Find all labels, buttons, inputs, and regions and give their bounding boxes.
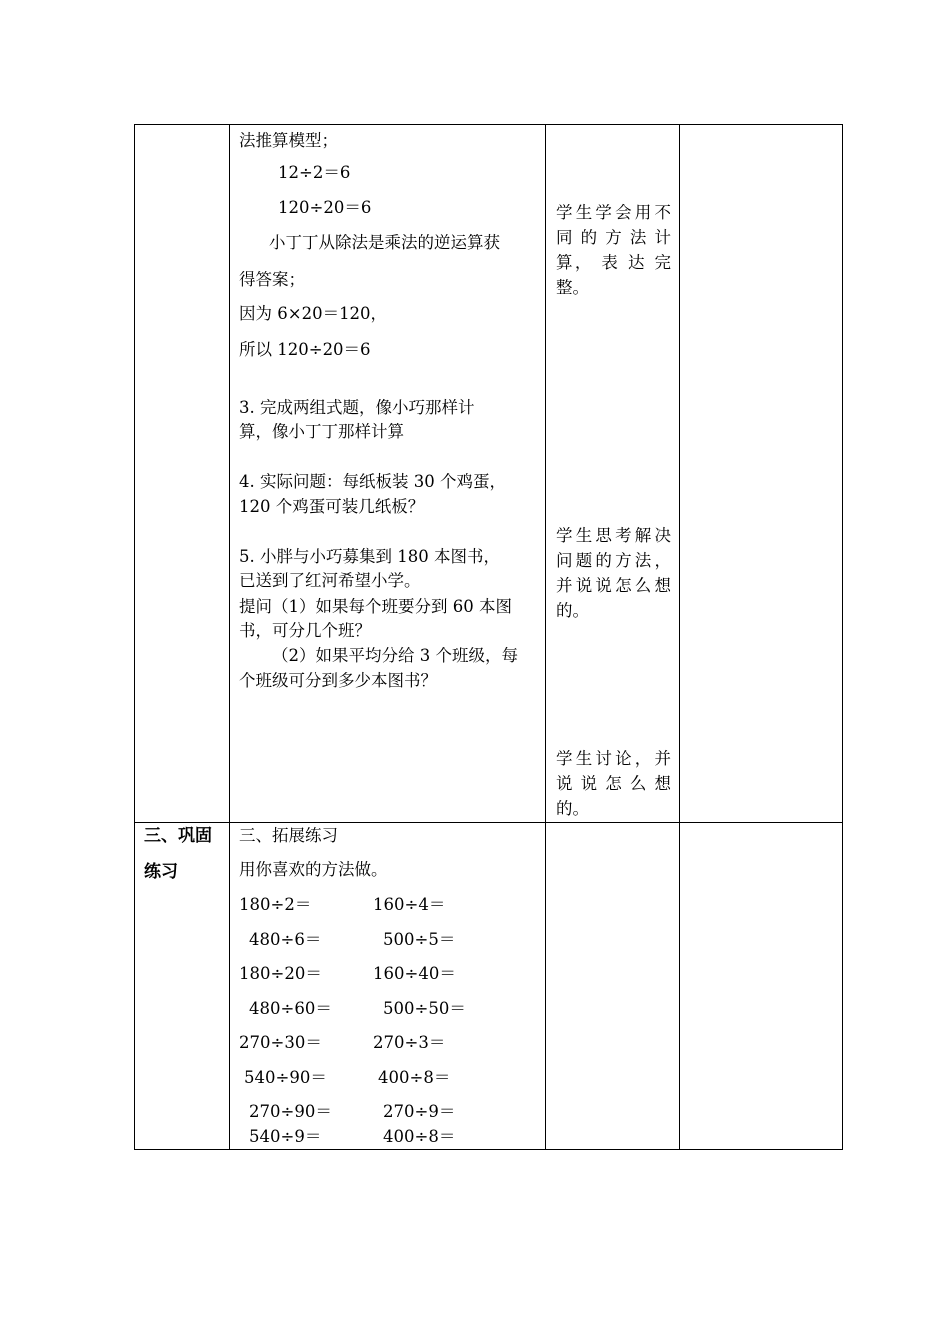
exercise-item: 540÷90＝ bbox=[244, 1068, 327, 1087]
table-row-divider bbox=[134, 822, 843, 823]
table-border-right bbox=[842, 124, 843, 1150]
table-col-divider-2 bbox=[545, 124, 546, 1150]
text-line: 算， 表 达 完 bbox=[556, 253, 671, 272]
exercise-item: 270÷9＝ bbox=[383, 1102, 456, 1121]
text-line: 120 个鸡蛋可装几纸板？ bbox=[239, 497, 425, 516]
text-line: 3. 完成两组式题，像小巧那样计 bbox=[239, 398, 475, 417]
exercise-item: 160÷40＝ bbox=[373, 964, 456, 983]
text-line: 得答案； bbox=[239, 270, 305, 289]
text-line: 法推算模型； bbox=[239, 131, 338, 150]
exercise-item: 270÷30＝ bbox=[239, 1033, 322, 1052]
text-line: 算，像小丁丁那样计算 bbox=[239, 422, 404, 441]
text-line: 学生讨论，并 bbox=[556, 749, 671, 768]
text-line: 问题的方法， bbox=[556, 551, 671, 570]
text-line: （2）如果平均分给 3 个班级，每 bbox=[272, 646, 518, 665]
exercise-item: 480÷60＝ bbox=[249, 999, 332, 1018]
text-line: 整。 bbox=[556, 278, 589, 297]
equation-line: 120÷20＝6 bbox=[278, 198, 372, 217]
exercise-item: 160÷4＝ bbox=[373, 895, 446, 914]
text-line: 4. 实际问题：每纸板装 30 个鸡蛋， bbox=[239, 472, 506, 491]
text-line: 的。 bbox=[556, 799, 589, 818]
text-line: 5. 小胖与小巧募集到 180 本图书， bbox=[239, 547, 500, 566]
exercise-item: 540÷9＝ bbox=[249, 1127, 322, 1146]
text-line: 所以 120÷20＝6 bbox=[239, 340, 371, 359]
exercise-heading: 三、拓展练习 bbox=[239, 826, 338, 845]
table-border-left bbox=[134, 124, 135, 1150]
section-label: 三、巩固 bbox=[144, 826, 212, 846]
exercise-item: 480÷6＝ bbox=[249, 930, 322, 949]
exercise-item: 500÷50＝ bbox=[383, 999, 466, 1018]
text-line: 小丁丁从除法是乘法的逆运算获 bbox=[269, 233, 500, 252]
section-label: 练习 bbox=[144, 862, 178, 882]
exercise-item: 400÷8＝ bbox=[378, 1068, 451, 1087]
exercise-item: 500÷5＝ bbox=[383, 930, 456, 949]
text-line: 因为 6×20＝120， bbox=[239, 304, 388, 323]
exercise-item: 270÷90＝ bbox=[249, 1102, 332, 1121]
table-border-bottom bbox=[134, 1149, 843, 1150]
text-line: 已送到了红河希望小学。 bbox=[239, 571, 421, 590]
table-col-divider-3 bbox=[679, 124, 680, 1150]
text-line: 个班级可分到多少本图书？ bbox=[239, 671, 437, 690]
text-line: 提问（1）如果每个班要分到 60 本图 bbox=[239, 597, 512, 616]
exercise-item: 270÷3＝ bbox=[373, 1033, 446, 1052]
text-line: 的。 bbox=[556, 601, 589, 620]
text-line: 学生思考解决 bbox=[556, 526, 671, 545]
text-line: 书，可分几个班？ bbox=[239, 621, 371, 640]
table-border-top bbox=[134, 124, 843, 125]
exercise-item: 180÷20＝ bbox=[239, 964, 322, 983]
equation-line: 12÷2＝6 bbox=[278, 163, 351, 182]
text-line: 学生学会用不 bbox=[556, 203, 671, 222]
text-line: 并说说怎么想 bbox=[556, 576, 671, 595]
text-line: 同 的 方 法 计 bbox=[556, 228, 671, 247]
table-col-divider-1 bbox=[229, 124, 230, 1150]
exercise-item: 400÷8＝ bbox=[383, 1127, 456, 1146]
exercise-instruction: 用你喜欢的方法做。 bbox=[239, 860, 388, 879]
exercise-item: 180÷2＝ bbox=[239, 895, 312, 914]
text-line: 说 说 怎 么 想 bbox=[556, 774, 671, 793]
